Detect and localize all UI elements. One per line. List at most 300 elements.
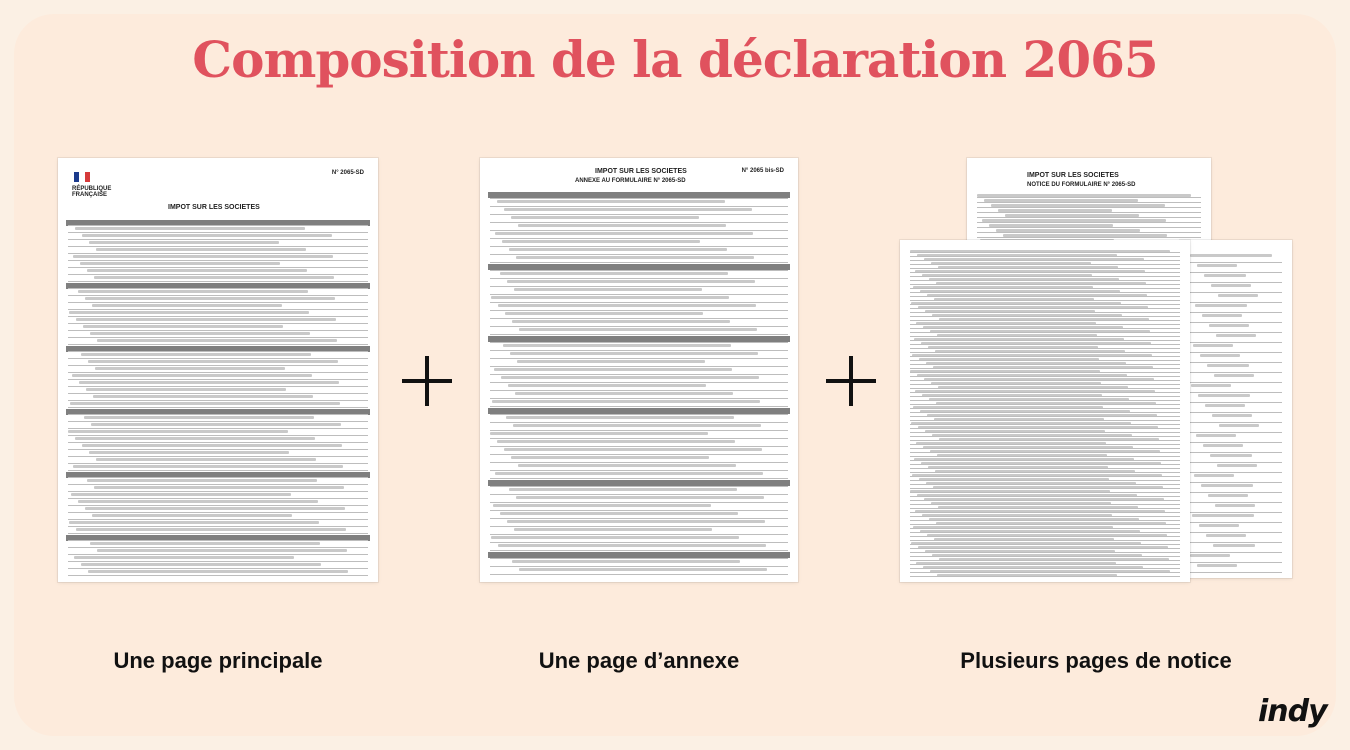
form-text-line	[490, 432, 708, 435]
form-rule-line	[910, 288, 1180, 289]
form-rule-line	[490, 318, 788, 319]
form-rule-line	[1190, 302, 1282, 303]
form-text-line	[69, 311, 309, 314]
form-text-line	[507, 280, 755, 283]
form-rule-line	[490, 406, 788, 407]
form-rule-line	[910, 340, 1180, 341]
form-rule-line	[1190, 572, 1282, 573]
form-text-line	[93, 395, 313, 398]
form-rule-line	[910, 524, 1180, 525]
form-rule-line	[1190, 362, 1282, 363]
form-rule-line	[68, 225, 368, 226]
form-text-line	[1201, 484, 1253, 487]
form-text-line	[91, 423, 341, 426]
form-text-line	[97, 339, 337, 342]
form-rule-line	[977, 207, 1201, 208]
form-text-line	[71, 493, 291, 496]
form-text-line	[512, 560, 740, 563]
form-text-line	[69, 521, 319, 524]
form-rule-line	[1190, 492, 1282, 493]
form-text-line	[1207, 364, 1249, 367]
annex-subheading: ANNEXE AU FORMULAIRE N° 2065-SD	[575, 178, 686, 184]
form-rule-line	[910, 252, 1180, 253]
form-rule-line	[910, 532, 1180, 533]
form-rule-line	[68, 456, 368, 457]
form-text-line	[497, 440, 735, 443]
form-rule-line	[910, 336, 1180, 337]
form-text-line	[90, 332, 310, 335]
form-text-line	[1218, 294, 1258, 297]
form-rule-line	[68, 519, 368, 520]
form-rule-line	[68, 421, 368, 422]
form-rule-line	[68, 358, 368, 359]
form-rule-line	[68, 295, 368, 296]
form-rule-line	[68, 505, 368, 506]
form-text-line	[88, 570, 348, 573]
form-text-line	[68, 430, 288, 433]
form-text-line	[514, 288, 702, 291]
form-rule-line	[910, 480, 1180, 481]
plus-icon	[402, 356, 452, 406]
indy-logo: indy	[1258, 694, 1327, 729]
form-rule-line	[977, 227, 1201, 228]
form-rule-line	[490, 478, 788, 479]
form-rule-line	[910, 420, 1180, 421]
form-rule-line	[68, 400, 368, 401]
form-text-line	[89, 241, 279, 244]
form-rule-line	[68, 498, 368, 499]
form-text-line	[82, 444, 342, 447]
form-rule-line	[68, 477, 368, 478]
form-rule-line	[910, 404, 1180, 405]
form-rule-line	[68, 246, 368, 247]
form-rule-line	[490, 278, 788, 279]
form-text-line	[1196, 434, 1236, 437]
form-text-line	[519, 328, 757, 331]
form-text-line	[79, 381, 339, 384]
form-rule-line	[910, 304, 1180, 305]
form-rule-line	[68, 449, 368, 450]
form-rule-line	[68, 463, 368, 464]
form-rule-line	[977, 237, 1201, 238]
form-rule-line	[490, 382, 788, 383]
form-text-line	[81, 563, 321, 566]
form-text-line	[1211, 284, 1251, 287]
plus-icon	[826, 356, 876, 406]
form-rule-line	[910, 544, 1180, 545]
form-rule-line	[68, 442, 368, 443]
form-text-line	[519, 568, 767, 571]
form-text-line	[1197, 564, 1237, 567]
annex-page-caption: Une page d’annexe	[538, 648, 740, 673]
form-rule-line	[490, 222, 788, 223]
form-text-line	[507, 520, 765, 523]
form-rule-line	[910, 380, 1180, 381]
form-rule-line	[490, 254, 788, 255]
form-rule-line	[490, 334, 788, 335]
form-text-line	[78, 500, 318, 503]
form-rule-line	[68, 484, 368, 485]
form-text-line	[1206, 534, 1246, 537]
form-rule-line	[910, 572, 1180, 573]
form-text-line	[513, 424, 761, 427]
form-text-line	[1214, 374, 1254, 377]
form-rule-line	[910, 348, 1180, 349]
form-text-line	[74, 556, 294, 559]
form-rule-line	[910, 440, 1180, 441]
form-text-line	[495, 472, 763, 475]
form-rule-line	[910, 520, 1180, 521]
form-rule-line	[490, 310, 788, 311]
form-rule-line	[68, 533, 368, 534]
notice-heading: IMPOT SUR LES SOCIETES	[1027, 172, 1119, 179]
form-text-line	[76, 318, 336, 321]
form-rule-line	[1190, 532, 1282, 533]
form-text-line	[511, 216, 699, 219]
form-text-line	[83, 325, 283, 328]
form-rule-line	[977, 202, 1201, 203]
form-text-line	[1191, 384, 1231, 387]
form-text-line	[92, 514, 292, 517]
form-text-line	[509, 488, 737, 491]
form-rule-line	[1190, 442, 1282, 443]
form-rule-line	[910, 328, 1180, 329]
form-rule-line	[490, 350, 788, 351]
form-rule-line	[910, 576, 1180, 577]
form-rule-line	[490, 302, 788, 303]
form-rule-line	[910, 536, 1180, 537]
form-rule-line	[68, 337, 368, 338]
form-rule-line	[910, 540, 1180, 541]
form-rule-line	[490, 558, 788, 559]
form-rule-line	[68, 302, 368, 303]
form-rule-line	[910, 392, 1180, 393]
form-rule-line	[910, 280, 1180, 281]
form-rule-line	[68, 379, 368, 380]
form-rule-line	[910, 360, 1180, 361]
form-text-line	[498, 544, 766, 547]
form-rule-line	[1190, 372, 1282, 373]
form-rule-line	[977, 217, 1201, 218]
form-rule-line	[1190, 352, 1282, 353]
form-rule-line	[68, 428, 368, 429]
form-text-line	[75, 437, 315, 440]
form-rule-line	[910, 364, 1180, 365]
annex-heading: IMPOT SUR LES SOCIETES	[595, 168, 687, 175]
form-text-line	[78, 290, 308, 293]
form-text-line	[85, 507, 345, 510]
form-rule-line	[1190, 262, 1282, 263]
form-rule-line	[910, 436, 1180, 437]
form-rule-line	[1190, 482, 1282, 483]
form-rule-line	[910, 408, 1180, 409]
form-text-line	[500, 272, 728, 275]
form-text-line	[1204, 274, 1246, 277]
form-rule-line	[910, 352, 1180, 353]
form-text-line	[1219, 424, 1259, 427]
form-rule-line	[68, 526, 368, 527]
form-text-line	[498, 304, 756, 307]
form-rule-line	[68, 365, 368, 366]
form-rule-line	[910, 412, 1180, 413]
form-rule-line	[910, 504, 1180, 505]
form-text-line	[1192, 514, 1254, 517]
form-rule-line	[490, 494, 788, 495]
form-rule-line	[1190, 422, 1282, 423]
form-text-line	[1208, 494, 1248, 497]
form-rule-line	[1190, 552, 1282, 553]
form-rule-line	[910, 508, 1180, 509]
form-rule-line	[910, 272, 1180, 273]
form-rule-line	[910, 432, 1180, 433]
form-rule-line	[910, 260, 1180, 261]
form-text-line	[1215, 504, 1255, 507]
form-rule-line	[68, 323, 368, 324]
notice-subheading: NOTICE DU FORMULAIRE N° 2065-SD	[1027, 182, 1136, 188]
form-rule-line	[490, 422, 788, 423]
form-text-line	[1203, 444, 1243, 447]
form-rule-line	[1190, 292, 1282, 293]
form-rule-line	[910, 276, 1180, 277]
form-rule-line	[68, 274, 368, 275]
form-text-line	[1197, 264, 1237, 267]
form-text-line	[94, 276, 334, 279]
form-rule-line	[68, 239, 368, 240]
notice-page-right	[1180, 240, 1292, 578]
main-page-caption: Une page principale	[113, 648, 323, 673]
main-heading: IMPOT SUR LES SOCIETES	[168, 204, 260, 211]
form-text-line	[70, 402, 340, 405]
form-text-line	[503, 344, 731, 347]
form-text-line	[511, 456, 709, 459]
form-rule-line	[68, 288, 368, 289]
form-rule-line	[910, 356, 1180, 357]
form-rule-line	[910, 256, 1180, 257]
form-rule-line	[1190, 332, 1282, 333]
form-text-line	[518, 224, 726, 227]
form-rule-line	[1190, 462, 1282, 463]
form-rule-line	[490, 326, 788, 327]
form-rule-line	[910, 372, 1180, 373]
form-text-line	[515, 392, 733, 395]
form-rule-line	[490, 230, 788, 231]
form-text-line	[1190, 554, 1230, 557]
form-text-line	[491, 536, 739, 539]
form-text-line	[516, 256, 754, 259]
form-text-line	[497, 200, 725, 203]
form-rule-line	[910, 564, 1180, 565]
form-rule-line	[910, 516, 1180, 517]
form-rule-line	[68, 470, 368, 471]
form-rule-line	[490, 294, 788, 295]
form-rule-line	[910, 284, 1180, 285]
form-rule-line	[910, 388, 1180, 389]
form-rule-line	[910, 296, 1180, 297]
form-text-line	[504, 208, 752, 211]
form-rule-line	[910, 468, 1180, 469]
form-rule-line	[977, 232, 1201, 233]
form-text-line	[88, 360, 338, 363]
form-text-line	[82, 234, 332, 237]
form-rule-line	[910, 448, 1180, 449]
form-rule-line	[68, 351, 368, 352]
form-rule-line	[1190, 412, 1282, 413]
form-text-line	[89, 451, 289, 454]
form-text-line	[504, 448, 762, 451]
form-text-line	[84, 416, 314, 419]
form-text-line	[512, 320, 730, 323]
form-text-line	[1194, 474, 1234, 477]
form-text-line	[76, 528, 346, 531]
form-rule-line	[910, 492, 1180, 493]
annex-page-document	[480, 158, 798, 582]
form-rule-line	[68, 344, 368, 345]
form-text-line	[1216, 334, 1256, 337]
form-rule-line	[68, 575, 368, 576]
form-text-line	[518, 464, 736, 467]
form-rule-line	[68, 540, 368, 541]
form-text-line	[508, 384, 706, 387]
form-text-line	[1195, 304, 1247, 307]
form-rule-line	[68, 435, 368, 436]
form-text-line	[517, 360, 705, 363]
form-rule-line	[68, 309, 368, 310]
form-text-line	[1200, 354, 1240, 357]
form-rule-line	[1190, 382, 1282, 383]
form-text-line	[1202, 314, 1242, 317]
form-rule-line	[910, 424, 1180, 425]
form-text-line	[510, 352, 758, 355]
form-rule-line	[1190, 282, 1282, 283]
form-text-line	[97, 549, 347, 552]
french-flag-icon	[74, 172, 90, 182]
form-rule-line	[490, 398, 788, 399]
form-rule-line	[490, 390, 788, 391]
form-text-line	[96, 248, 306, 251]
form-rule-line	[490, 502, 788, 503]
page-title: Composition de la déclaration 2065	[192, 30, 1158, 89]
form-text-line	[1209, 324, 1249, 327]
form-rule-line	[977, 222, 1201, 223]
form-rule-line	[490, 286, 788, 287]
form-text-line	[1190, 254, 1272, 257]
form-text-line	[500, 512, 738, 515]
form-rule-line	[490, 366, 788, 367]
form-rule-line	[910, 320, 1180, 321]
form-rule-line	[910, 472, 1180, 473]
form-text-line	[86, 388, 286, 391]
form-text-line	[502, 240, 700, 243]
form-rule-line	[1190, 322, 1282, 323]
form-rule-line	[490, 238, 788, 239]
form-rule-line	[1190, 472, 1282, 473]
form-text-line	[81, 353, 311, 356]
form-rule-line	[1190, 542, 1282, 543]
form-rule-line	[910, 324, 1180, 325]
form-rule-line	[910, 500, 1180, 501]
form-rule-line	[910, 264, 1180, 265]
main-country-label: RÉPUBLIQUE FRANÇAISE	[72, 186, 112, 198]
form-rule-line	[910, 488, 1180, 489]
form-rule-line	[910, 568, 1180, 569]
form-text-line	[492, 400, 760, 403]
form-text-line	[1205, 404, 1245, 407]
form-rule-line	[490, 358, 788, 359]
form-rule-line	[910, 476, 1180, 477]
form-rule-line	[910, 428, 1180, 429]
form-text-line	[87, 479, 317, 482]
form-rule-line	[490, 454, 788, 455]
annex-form-number: N° 2065 bis-SD	[741, 168, 784, 174]
form-rule-line	[490, 574, 788, 575]
form-rule-line	[910, 456, 1180, 457]
form-rule-line	[490, 486, 788, 487]
form-rule-line	[910, 548, 1180, 549]
form-rule-line	[910, 460, 1180, 461]
form-rule-line	[910, 552, 1180, 553]
form-text-line	[94, 486, 344, 489]
form-rule-line	[68, 253, 368, 254]
form-rule-line	[910, 484, 1180, 485]
form-rule-line	[490, 550, 788, 551]
form-rule-line	[1190, 432, 1282, 433]
form-rule-line	[68, 568, 368, 569]
form-rule-line	[68, 267, 368, 268]
form-rule-line	[910, 396, 1180, 397]
form-rule-line	[68, 414, 368, 415]
form-rule-line	[1190, 392, 1282, 393]
form-text-line	[1193, 344, 1233, 347]
form-text-line	[80, 262, 280, 265]
form-rule-line	[1190, 562, 1282, 563]
form-rule-line	[1190, 342, 1282, 343]
form-rule-line	[910, 368, 1180, 369]
form-rule-line	[490, 438, 788, 439]
form-rule-line	[910, 560, 1180, 561]
form-rule-line	[490, 374, 788, 375]
form-rule-line	[68, 316, 368, 317]
form-rule-line	[910, 512, 1180, 513]
form-text-line	[501, 376, 759, 379]
form-rule-line	[68, 281, 368, 282]
form-rule-line	[68, 491, 368, 492]
form-rule-line	[68, 547, 368, 548]
form-rule-line	[68, 554, 368, 555]
form-text-line	[1212, 414, 1252, 417]
form-rule-line	[1190, 452, 1282, 453]
notice-page-front	[900, 240, 1190, 582]
form-rule-line	[490, 262, 788, 263]
form-rule-line	[1190, 402, 1282, 403]
form-rule-line	[910, 556, 1180, 557]
form-text-line	[514, 528, 712, 531]
form-rule-line	[490, 214, 788, 215]
form-text-line	[90, 542, 320, 545]
form-rule-line	[490, 470, 788, 471]
form-text-line	[73, 465, 343, 468]
form-text-line	[495, 232, 753, 235]
form-text-line	[73, 255, 333, 258]
form-rule-line	[977, 212, 1201, 213]
form-rule-line	[490, 342, 788, 343]
form-text-line	[95, 367, 285, 370]
form-text-line	[494, 368, 732, 371]
form-rule-line	[490, 446, 788, 447]
form-rule-line	[490, 246, 788, 247]
form-rule-line	[910, 400, 1180, 401]
form-rule-line	[490, 270, 788, 271]
form-text-line	[85, 297, 335, 300]
